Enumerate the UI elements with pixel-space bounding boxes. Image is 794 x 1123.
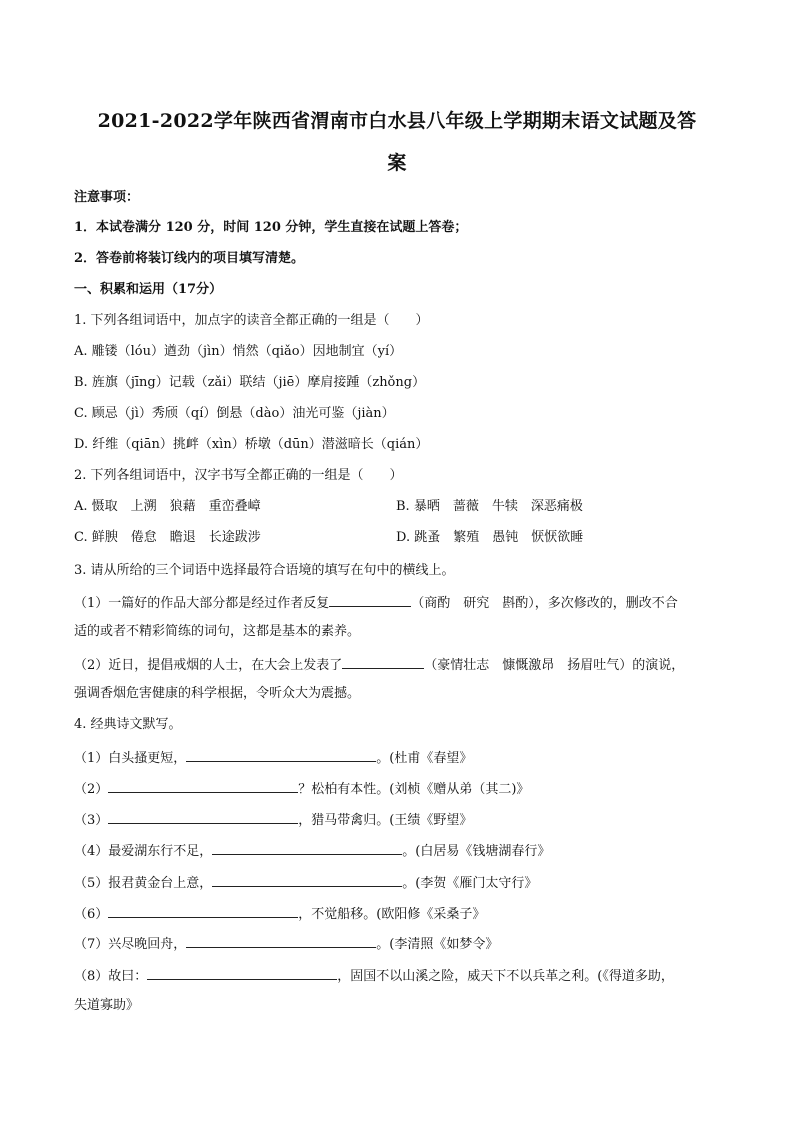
- notice-item-2: 2．答卷前将装订线内的项目填写清楚。: [74, 251, 305, 266]
- q3-stem: 3. 请从所给的三个词语中选择最符合语境的填写在句中的横线上。: [74, 563, 455, 578]
- q2-option-d: D. 跳蚤 繁殖 愚钝 恹恹欲睡: [396, 530, 584, 545]
- q4-line-1-blank[interactable]: [186, 747, 376, 762]
- q4-line-5-blank[interactable]: [212, 872, 402, 887]
- q3-part-1-answer-blank[interactable]: [329, 592, 411, 607]
- q3-part-1-cont: 适的或者不精彩简练的词句，这都是基本的素养。: [74, 624, 361, 639]
- q4-line-7-blank[interactable]: [186, 933, 376, 948]
- q4-line-5-prefix: （5）报君黄金台上意，: [74, 876, 213, 891]
- q4-line-7-prefix: （7）兴尽晚回舟，: [74, 937, 187, 952]
- notice-item-1: 1．本试卷满分 120 分，时间 120 分钟，学生直接在试题上答卷；: [74, 220, 468, 235]
- q4-line-8-suffix: ，固国不以山溪之险，威天下不以兵革之利。(《得道多助，: [337, 969, 674, 984]
- q4-line-6-blank[interactable]: [108, 903, 298, 918]
- q4-line-1-prefix: （1）白头搔更短，: [74, 751, 187, 766]
- q4-line-4-blank[interactable]: [212, 840, 402, 855]
- q4-line-8-cont: 失道寡助》: [74, 998, 140, 1013]
- q1-option-d: D. 纤维（qiān）挑衅（xìn）桥墩（dūn）潜滋暗长（qián）: [74, 437, 429, 452]
- title-line-2: 案: [387, 152, 407, 174]
- title-line-1: 2021-2022学年陕西省渭南市白水县八年级上学期期末语文试题及答: [97, 110, 697, 132]
- q4-line-8-blank[interactable]: [147, 965, 337, 980]
- q4-line-7: [74, 933, 498, 955]
- q2-option-b: B. 暴晒 蔷薇 牛犊 深恶痛极: [396, 499, 583, 514]
- q4-line-7-suffix: 。(李清照《如梦令》: [376, 937, 499, 952]
- q4-line-6-suffix: ，不觉船移。(欧阳修《采桑子》: [298, 907, 486, 922]
- q4-line-1: [74, 747, 472, 769]
- q4-line-6-prefix: （6）: [74, 907, 109, 922]
- q4-line-8: [74, 965, 674, 987]
- q4-stem: 4. 经典诗文默写。: [74, 717, 182, 732]
- q2-option-c: C. 鲜腴 倦怠 瞻退 长途跋涉: [74, 530, 261, 545]
- q4-line-1-suffix: 。(杜甫《春望》: [376, 751, 473, 766]
- q4-line-4-prefix: （4）最爱湖东行不足，: [74, 844, 213, 859]
- q4-line-2-blank[interactable]: [108, 778, 298, 793]
- q4-line-5: [74, 872, 537, 894]
- q3-part-2-cont: 强调香烟危害健康的科学根据，令听众大为震撼。: [74, 686, 361, 701]
- q3-part-2-answer-blank[interactable]: [342, 654, 424, 669]
- section-heading-1: 一、积累和运用（17分）: [74, 282, 223, 297]
- q4-line-3-suffix: ，猎马带禽归。(王绩《野望》: [298, 813, 473, 828]
- q1-option-a: A. 雕镂（lóu）遒劲（jìn）悄然（qiǎo）因地制宜（yí）: [74, 344, 403, 359]
- document-title: [60, 100, 734, 184]
- q4-line-3-prefix: （3）: [74, 813, 109, 828]
- q1-option-b: B. 旌旗（jīng）记载（zǎi）联结（jiē）摩肩接踵（zhǒng）: [74, 375, 426, 390]
- q1-stem: 1. 下列各组词语中，加点字的读音全都正确的一组是（ ）: [74, 313, 429, 328]
- q3-part-1-text-a: （1）一篇好的作品大部分都是经过作者反复: [74, 596, 330, 611]
- notice-heading: 注意事项：: [74, 190, 140, 205]
- q4-line-4: [74, 840, 550, 862]
- q4-line-4-suffix: 。(白居易《钱塘湖春行》: [402, 844, 551, 859]
- q2-stem: 2. 下列各组词语中，汉字书写全都正确的一组是（ ）: [74, 468, 403, 483]
- q3-part-1-text-b: （商酌 研究 斟酌），多次修改的，删改不合: [411, 596, 678, 611]
- q4-line-6: [74, 903, 485, 925]
- q3-part-2-text-b: （豪情壮志 慷慨激昂 扬眉吐气）的演说，: [424, 658, 685, 673]
- q4-line-3: [74, 809, 472, 831]
- q3-part-2-text-a: （2）近日，提倡戒烟的人士，在大会上发表了: [74, 658, 343, 673]
- q4-line-5-suffix: 。(李贺《雁门太守行》: [402, 876, 538, 891]
- q3-part-1: [74, 592, 678, 614]
- q4-line-2: [74, 778, 529, 800]
- q4-line-2-suffix: ？松柏有本性。(刘桢《赠从弟（其二)》: [298, 782, 530, 797]
- q4-line-3-blank[interactable]: [108, 809, 298, 824]
- q4-line-2-prefix: （2）: [74, 782, 109, 797]
- q4-line-8-prefix: （8）故曰：: [74, 969, 148, 984]
- q3-part-2: [74, 654, 684, 676]
- q1-option-c: C. 顾忌（jì）秀颀（qí）倒悬（dào）油光可鉴（jiàn）: [74, 406, 395, 421]
- q2-option-a: A. 慑取 上溯 狼藉 重峦叠嶂: [74, 499, 261, 514]
